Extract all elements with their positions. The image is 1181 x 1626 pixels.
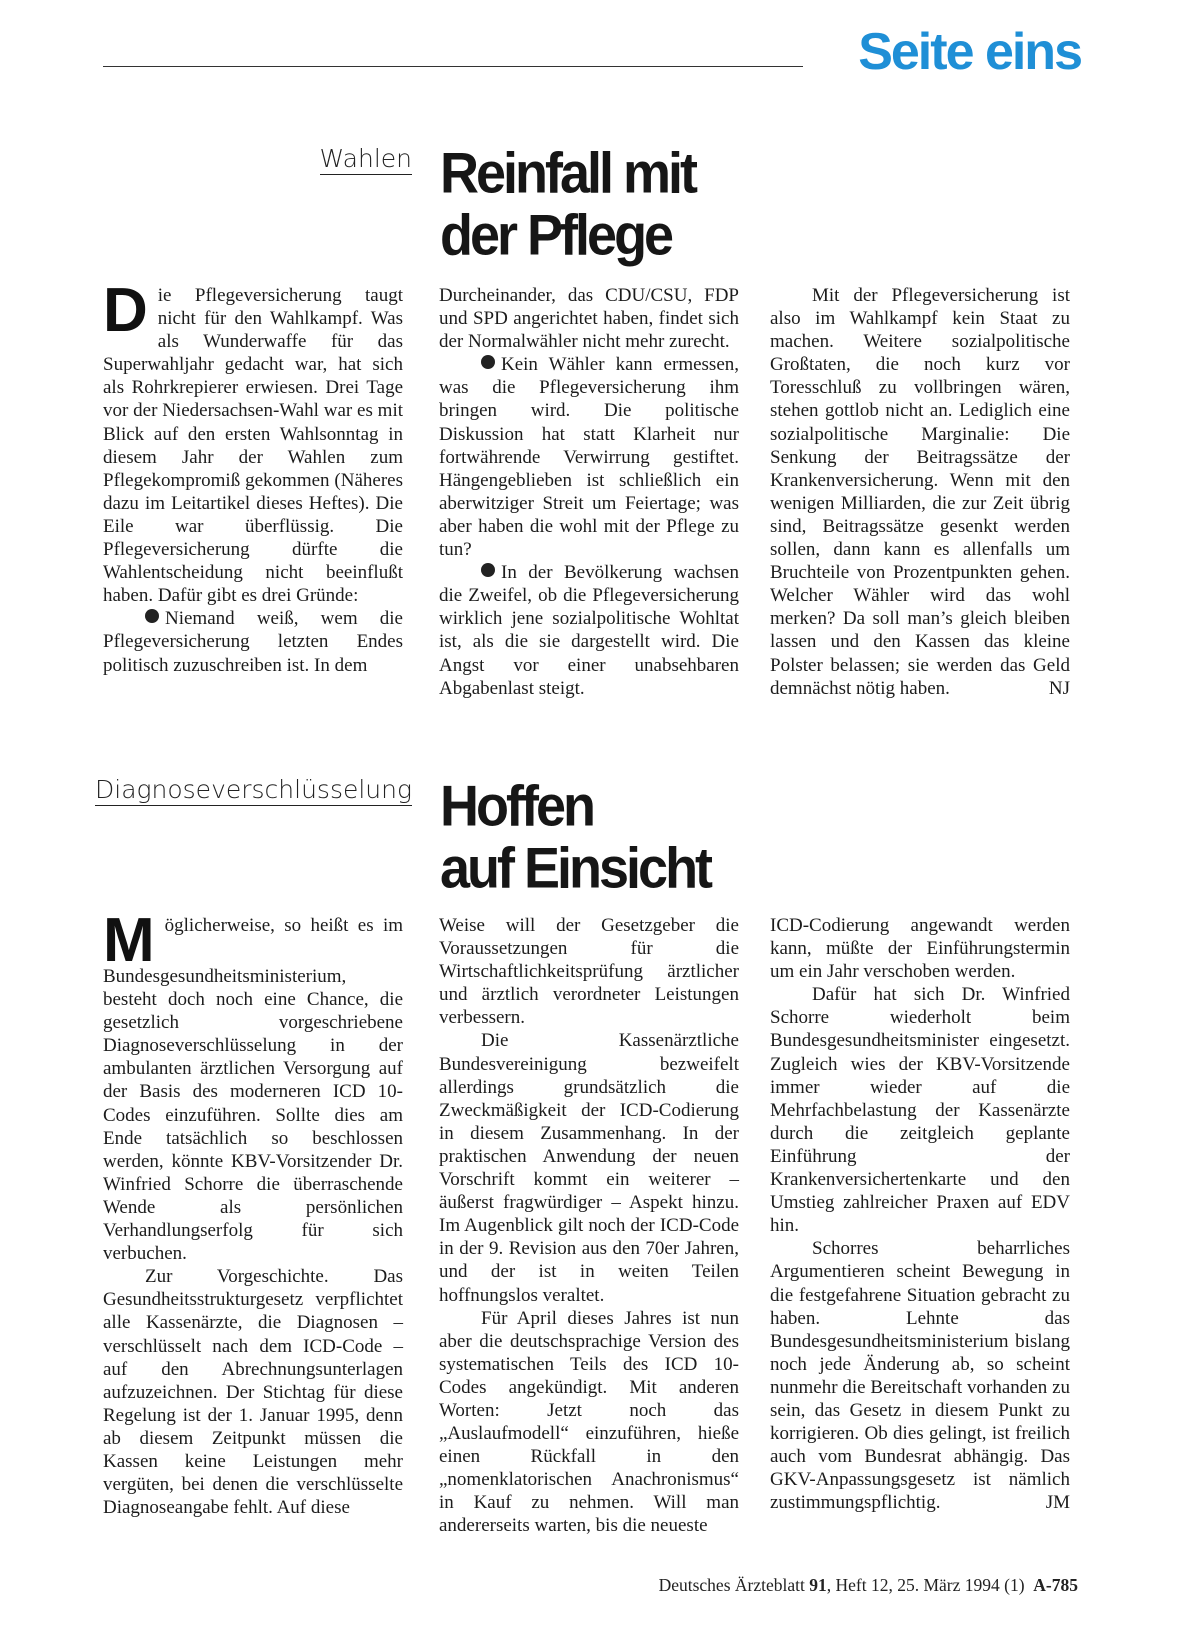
drop-cap: M: [103, 906, 155, 975]
bullet-icon: [481, 355, 495, 369]
bullet-icon: [481, 563, 495, 577]
author-signature: NJ: [1048, 677, 1070, 699]
paragraph-text: Für April dieses Jahres ist nun aber die deutschsprachige Version des systematischen Teils des ICD 10-Codes angekündigt. Mit anderen Worten: Jetzt noch das „Auslaufmodell“ einzuführen, hieße einen Rückfall in den „nomenklatorischen Anachronismus“ in Kauf zu nehmen. Will man andererseits warten, bis die neueste: [439, 1307, 739, 1537]
article-1-column-3: [770, 284, 1070, 700]
paragraph-text: Die Kassenärztliche Bundesvereinigung bezweifelt allerdings grundsätzlich die Zweckmäßigkeit der ICD-Codierung in diesem Zusammenhang. In der praktischen Anwendung der neuen Vorschrift kommt ein weiterer – äußerst fragwürdiger – Aspekt hinzu. Im Augenblick gilt noch der ICD-Code in der 9. Revision aus den 70er Jahren, und der ist in weiten Teilen hoffnungslos veraltet.: [439, 1030, 739, 1306]
journal-volume: 91: [809, 1575, 827, 1595]
paragraph-text: Weise will der Gesetzgeber die Voraussetzungen für die Wirtschaftlichkeitsprüfung ärztlicher und ärztlich verordneter Leistungen verbessern.: [439, 915, 739, 1029]
paragraph: [770, 914, 1070, 983]
headline-line: Reinfall mit: [440, 140, 696, 206]
paragraph: [103, 607, 403, 676]
paragraph: [103, 1265, 403, 1519]
article-2-kicker: Diagnoseverschlüsselung: [95, 775, 412, 804]
paragraph: [439, 914, 739, 1029]
journal-name: Deutsches Ärzteblatt: [658, 1575, 805, 1595]
article-1-column-2: [439, 284, 739, 700]
headline-line: der Pflege: [440, 202, 672, 268]
page-number: A-785: [1033, 1575, 1078, 1595]
paragraph: [439, 561, 739, 700]
headline-line: auf Einsicht: [440, 835, 711, 901]
paragraph-text: Zur Vorgeschichte. Das Gesundheitsstrukturgesetz verpflichtet alle Kassenärzte, die Diagnosen – verschlüsselt nach dem ICD-Code – auf den Abrechnungsunterlagen aufzuzeichnen. Der Stichtag für diese Regelung ist der 1. Januar 1995, denn ab diesem Zeitpunkt müssen die Kassen keine Leistungen mehr vergüten, bei denen die verschlüsselte Diagnoseangabe fehlt. Auf diese: [103, 1266, 403, 1519]
paragraph: [770, 1237, 1070, 1514]
paragraph-text: Schorres beharrliches Argumentieren scheint Bewegung in die festgefahrene Situation gebracht zu haben. Lehnte das Bundesgesundheitsministerium bislang noch jede Änderung ab, so scheint nunmehr die Bereitschaft vorhanden zu sein, das Gesetz in diesem Punkt zu korrigieren. Ob dies gelingt, ist freilich auch vom Bundesrat abhängig. Das GKV-Anpassungsgesetz ist nämlich zustimmungspflichtig.: [770, 1238, 1070, 1514]
article-2-headline: [440, 775, 710, 899]
paragraph-text: ICD-Codierung angewandt werden kann, müßte der Einführungstermin um ein Jahr verschoben werden.: [770, 915, 1070, 983]
drop-cap: D: [103, 276, 148, 345]
article-1-headline: [440, 142, 695, 266]
author-signature: JM: [1045, 1492, 1070, 1514]
paragraph-text: Durcheinander, das CDU/CSU, FDP und SPD angerichtet haben, findet sich der Normalwähler nicht mehr zurecht.: [439, 285, 739, 353]
paragraph: [770, 284, 1070, 700]
article-2-column-3: [770, 914, 1070, 1514]
paragraph-text: Dafür hat sich Dr. Winfried Schorre wiederholt beim Bundesgesundheitsminister eingesetzt. Zugleich wies der KBV-Vorsitzende immer wieder auf die Mehrfachbelastung der Kassenärzte durch die zeitgleich geplante Einführung der Krankenversichertenkarte und den Umstieg zahlreicher Praxen auf EDV hin.: [770, 984, 1070, 1237]
section-title: Seite eins: [858, 23, 1081, 81]
paragraph-text: Mit der Pflegeversicherung ist also im Wahlkampf kein Staat zu machen. Weitere sozialpolitische Großtaten, die noch kurz vor Toresschluß zu vollbringen wären, stehen gottlob nicht an. Lediglich eine sozialpolitische Marginalie: Die Senkung der Beitragssätze der Krankenversicherung. Wenn mit den wenigen Milliarden, die zur Zeit übrig sind, Beitragssätze gesenkt werden sollen, dann kann es allenfalls um Bruchteile von Prozentpunkten gehen. Welcher Wähler wird das wohl merken? Da soll man’s gleich bleiben lassen und den Kassen das kleine Polster belassen; sie werden das Geld demnächst nötig haben.: [770, 285, 1070, 699]
article-2-column-1: [103, 906, 403, 1519]
paragraph-text: ie Pflegeversicherung taugt nicht für den Wahlkampf. Was als Wunderwaffe für das Superwahljahr gedacht war, hat sich als Rohrkrepierer erwiesen. Drei Tage vor der Niedersachsen-Wahl war es mit Blick auf den ersten Wahlsonntag in diesem Jahr der Wahlen zum Pflegekompromiß gekommen (Näheres dazu im Leitartikel dieses Heftes). Die Eile war überflüssig. Die Pflegeversicherung dürfte die Wahlentscheidung nicht beeinflußt haben. Dafür gibt es drei Gründe:: [103, 285, 403, 607]
headline-line: Hoffen: [440, 773, 593, 839]
bullet-icon: [145, 609, 159, 623]
paragraph-text: Niemand weiß, wem die Pflegeversicherung letzten Endes politisch zuzuschreiben ist. In dem: [103, 608, 403, 676]
paragraph-text: In der Bevölkerung wachsen die Zweifel, ob die Pflegeversicherung wirklich jene sozialpolitische Wohltat ist, als die sie dargestellt wird. Die Angst vor einer unabsehbaren Abgabenlast steigt.: [439, 562, 739, 699]
article-1-column-1: [103, 276, 403, 677]
header-rule: [103, 66, 803, 67]
paragraph: [439, 284, 739, 353]
paragraph-text: Kein Wähler kann ermessen, was die Pflegeversicherung ihm bringen wird. Die politische Diskussion hat statt Klarheit nur fortwährende Verwirrung gestiftet. Hängengeblieben ist schließlich ein aberwitziger Streit um Feiertage; was aber haben die wohl mit der Pflege zu tun?: [439, 354, 739, 561]
article-1-kicker: Wahlen: [319, 144, 412, 173]
paragraph: [103, 276, 403, 607]
paragraph: [103, 906, 403, 1265]
paragraph: [439, 1307, 739, 1538]
paragraph: [439, 353, 739, 561]
paragraph: [439, 1029, 739, 1306]
paragraph: [770, 983, 1070, 1237]
page-footer: [659, 1575, 1078, 1596]
journal-issue: , Heft 12, 25. März 1994 (1): [826, 1575, 1025, 1595]
paragraph-text: öglicherweise, so heißt es im Bundesgesundheitsministerium, besteht doch noch eine Chance, die gesetzlich vorgeschriebene Diagnoseverschlüsselung in der ambulanten ärztlichen Versorgung auf der Basis des moderneren ICD 10-Codes einzuführen. Sollte dies am Ende tatsächlich so beschlossen werden, könnte KBV-Vorsitzender Dr. Winfried Schorre die überraschende Wende als persönlichen Verhandlungserfolg für sich verbuchen.: [103, 915, 403, 1265]
article-2-column-2: [439, 914, 739, 1538]
